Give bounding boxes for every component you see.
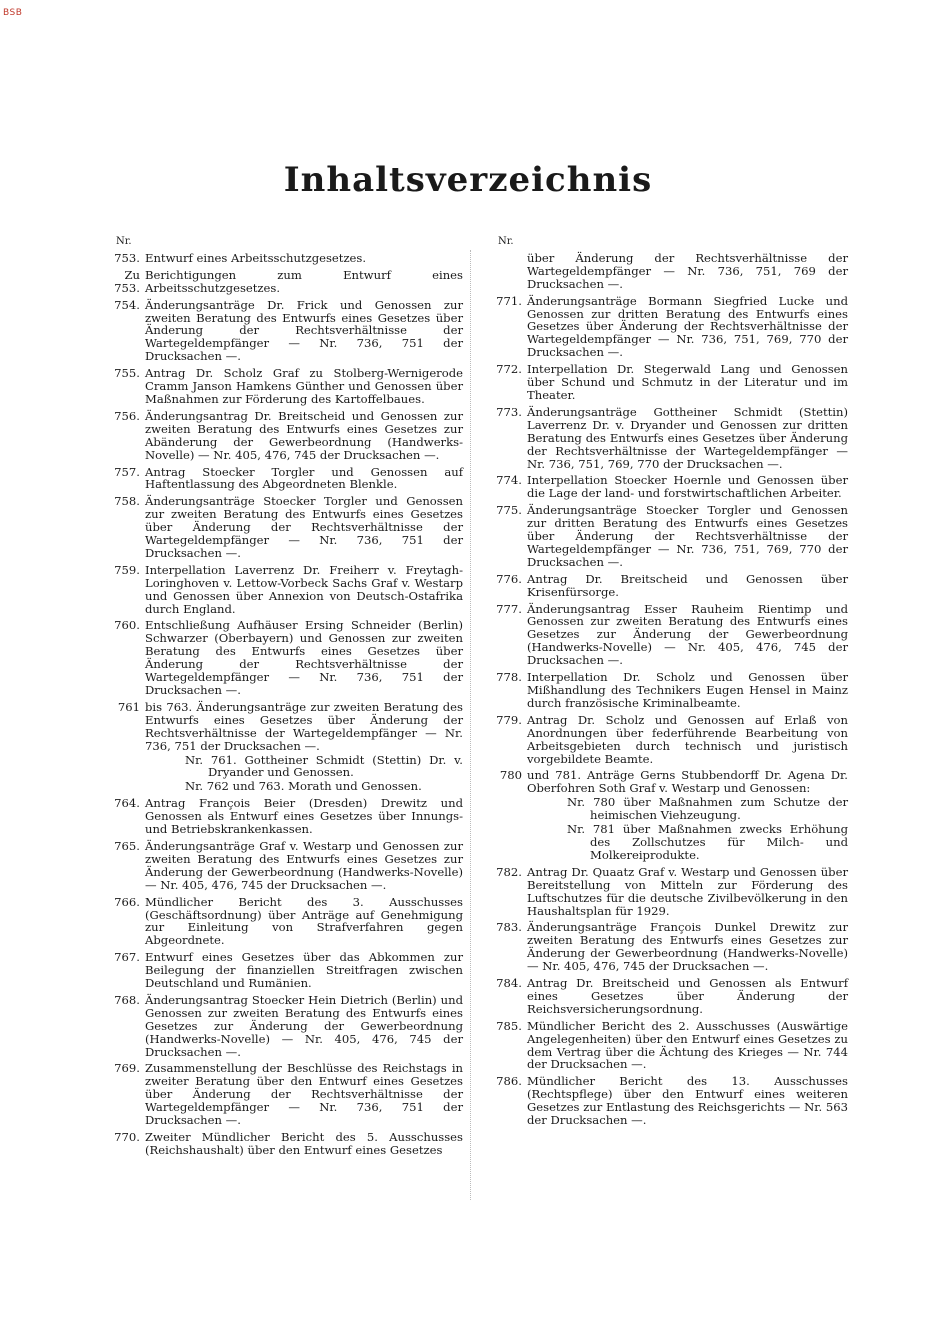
entry-text: Änderungsantrag Dr. Breitscheid und Genossen zur zweiten Beratung des Entwurfs eines Gesetzes zur Abänderung der Gewerbeordnung (Handwerks-Novelle) — Nr. 405, 476, 745 der Drucksachen —. bbox=[145, 408, 463, 462]
toc-entry bbox=[108, 299, 463, 364]
toc-entry bbox=[490, 603, 848, 668]
number-column-label: Nr. bbox=[116, 236, 132, 247]
toc-entry bbox=[108, 367, 463, 406]
entry-subitem: Nr. 781 über Maßnahmen zwecks Erhöhung des Zollschutzes für Milch- und Molkereiprodukte. bbox=[567, 822, 848, 862]
toc-entry bbox=[108, 619, 463, 696]
entry-number: 783. bbox=[496, 920, 522, 935]
toc-entry bbox=[490, 406, 848, 471]
entry-text: Änderungsantrag Stoecker Hein Dietrich (Berlin) und Genossen zur zweiten Beratung des Entwurfs eines Gesetzes zur Änderung der Gewerbeordnung (Handwerks-Novelle) — Nr. 405, 476, 745 der Drucksachen —. bbox=[145, 992, 463, 1059]
toc-entry bbox=[490, 1075, 848, 1127]
entry-text: Interpellation Dr. Scholz und Genossen über Mißhandlung des Technikers Eugen Hensel in Mainz durch französische Kriminalbeamte. bbox=[527, 670, 848, 710]
toc-entry bbox=[108, 797, 463, 836]
entry-text: Entwurf eines Gesetzes über das Abkommen zur Beilegung der finanziellen Streitfragen zwischen Deutschland und Rumänien. bbox=[145, 950, 463, 991]
toc-entry bbox=[490, 977, 848, 1016]
entry-number: 772. bbox=[496, 362, 522, 377]
entry-number: 777. bbox=[496, 601, 522, 616]
entry-number: 778. bbox=[496, 670, 522, 685]
entry-text: Antrag Stoecker Torgler und Genossen auf Haftentlassung des Abgeordneten Blenkle. bbox=[145, 464, 463, 492]
entry-number: 764. bbox=[114, 796, 140, 811]
entry-number: 774. bbox=[496, 473, 522, 488]
entry-number: 776. bbox=[496, 571, 522, 586]
entry-number: 780 bbox=[499, 768, 522, 783]
page-title: Inhaltsverzeichnis bbox=[283, 160, 653, 200]
entry-text: Zweiter Mündlicher Bericht des 5. Ausschusses (Reichshaushalt) über den Entwurf eines Gesetzes bbox=[145, 1130, 463, 1157]
toc-entry bbox=[108, 495, 463, 560]
toc-entry bbox=[108, 994, 463, 1059]
entry-number: 770. bbox=[114, 1130, 140, 1144]
toc-entry bbox=[108, 951, 463, 990]
entry-text: und 781. Anträge Gerns Stubbendorff Dr. Agena Dr. Oberfohren Soth Graf v. Westarp und Genossen: bbox=[527, 768, 848, 796]
entry-text: Änderungsanträge Graf v. Westarp und Genossen zur zweiten Beratung des Entwurfs eines Gesetzes zur Änderung der Gewerbeordnung (Handwerks-Novelle) — Nr. 405, 476, 745 der Drucksachen —. bbox=[145, 838, 463, 892]
continuation-entry bbox=[490, 252, 848, 291]
entry-text: Änderungsanträge Gottheiner Schmidt (Stettin) Laverrenz Dr. v. Dryander und Genossen zur dritten Beratung des Entwurfs eines Gesetzes über Änderung der Rechtsverhältnisse der Wartegeldempfänger — Nr. 736, 751, 769, 770 der Drucksachen —. bbox=[527, 404, 848, 471]
entry-text: Antrag François Beier (Dresden) Drewitz und Genossen als Entwurf eines Gesetzes über Innungs- und Betriebskrankenkassen. bbox=[145, 796, 463, 837]
entry-text: Änderungsanträge François Dunkel Drewitz zur zweiten Beratung des Entwurfs eines Gesetzes zur Änderung der Gewerbeordnung (Handwerks-Novelle) — Nr. 405, 476, 745 der Drucksachen —. bbox=[527, 920, 848, 974]
toc-entry bbox=[108, 564, 463, 616]
entry-text: bis 763. Änderungsanträge zur zweiten Beratung des Entwurfs eines Gesetzes über Änderung der Rechtsverhältnisse der Wartegeldempfänger — Nr. 736, 751 der Drucksachen —. bbox=[145, 699, 463, 753]
entry-text: Entwurf eines Arbeitsschutzgesetzes. bbox=[145, 250, 367, 265]
toc-entry bbox=[108, 1131, 463, 1157]
entry-text: Mündlicher Bericht des 13. Ausschusses (Rechtspflege) über den Entwurf eines weiteren Gesetzes zur Entlastung des Reichsgerichts — Nr. 563 der Drucksachen —. bbox=[527, 1074, 848, 1128]
entry-number: 765. bbox=[114, 838, 140, 853]
toc-entry bbox=[108, 410, 463, 462]
entry-text: Mündlicher Bericht des 3. Ausschusses (Geschäftsordnung) über Anträge auf Genehmigung zur Einleitung von Strafverfahren gegen Abgeordnete. bbox=[145, 894, 463, 948]
entry-number: 760. bbox=[114, 618, 140, 633]
entry-number: 771. bbox=[496, 293, 522, 308]
entry-text: Änderungsanträge Stoecker Torgler und Genossen zur dritten Beratung des Entwurfs eines Gesetzes über Änderung der Rechtsverhältnisse der Wartegeldempfänger — Nr. 736, 751, 769, 770 der Drucksachen —. bbox=[527, 503, 848, 569]
number-column-label: Nr. bbox=[498, 236, 514, 247]
toc-entry bbox=[108, 1062, 463, 1127]
entry-text: Änderungsantrag Esser Rauheim Rientimp und Genossen zur zweiten Beratung des Entwurfs eines Gesetzes zur Änderung der Gewerbeordnung (Handwerks-Novelle) — Nr. 405, 476, 745 der Drucksachen —. bbox=[527, 601, 848, 668]
entry-subitem: Nr. 780 über Maßnahmen zum Schutze der heimischen Viehzeugung. bbox=[567, 795, 848, 823]
entry-number: Zu 753. bbox=[114, 267, 140, 295]
entry-list-left bbox=[108, 252, 463, 1157]
entry-number: 761 bbox=[117, 699, 140, 714]
toc-entry bbox=[490, 504, 848, 569]
entry-text: Änderungsanträge Stoecker Torgler und Genossen zur zweiten Beratung des Entwurfs eines Gesetzes über Änderung der Rechtsverhältnisse der Wartegeldempfänger — Nr. 736, 751 der Drucksachen —. bbox=[145, 494, 463, 560]
entry-text: Interpellation Dr. Stegerwald Lang und Genossen über Schund und Schmutz in der Literatur und im Theater. bbox=[527, 362, 848, 402]
column-divider bbox=[470, 250, 472, 1200]
entry-number: 755. bbox=[114, 366, 140, 381]
toc-entry bbox=[490, 866, 848, 918]
entry-text: Berichtigungen zum Entwurf eines Arbeitsschutzgesetzes. bbox=[145, 267, 463, 295]
entry-number: 779. bbox=[496, 712, 522, 727]
entry-text: Interpellation Stoecker Hoernle und Genossen über die Lage der land- und forstwirtschaftlichen Arbeiter. bbox=[527, 473, 848, 501]
entry-number: 758. bbox=[114, 494, 140, 509]
entry-text: Antrag Dr. Breitscheid und Genossen als Entwurf eines Gesetzes über Änderung der Reichsversicherungsordnung. bbox=[527, 976, 848, 1016]
right-column bbox=[490, 236, 848, 1131]
entry-number: 785. bbox=[496, 1018, 522, 1033]
entry-text: Mündlicher Bericht des 2. Ausschusses (Auswärtige Angelegenheiten) über den Entwurf eines Gesetzes zu dem Vertrag über die Ächtung des Krieges — Nr. 744 der Drucksachen —. bbox=[527, 1018, 848, 1072]
entry-text: Entschließung Aufhäuser Ersing Schneider (Berlin) Schwarzer (Oberbayern) und Genossen zur zweiten Beratung des Entwurfs eines Gesetzes über Änderung der Rechtsverhältnisse der Wartegeldempfänger — Nr. 736, 751 der Drucksachen —. bbox=[145, 618, 463, 697]
entry-number: 754. bbox=[114, 297, 140, 312]
toc-entry bbox=[490, 769, 848, 861]
entry-number: 775. bbox=[496, 503, 522, 518]
entry-number: 782. bbox=[496, 864, 522, 879]
toc-entry bbox=[490, 363, 848, 402]
entry-text: Zusammenstellung der Beschlüsse des Reichstags in zweiter Beratung über den Entwurf eines Gesetzes über Änderung der Rechtsverhältnisse der Wartegeldempfänger — Nr. 736, 751 der Drucksachen —. bbox=[145, 1061, 463, 1128]
entry-number: 786. bbox=[496, 1074, 522, 1089]
entry-number: 784. bbox=[496, 976, 522, 991]
entry-number: 769. bbox=[114, 1061, 140, 1076]
entry-text: Antrag Dr. Breitscheid und Genossen über Krisenfürsorge. bbox=[527, 571, 848, 599]
entry-subitem: Nr. 761. Gottheiner Schmidt (Stettin) Dr. v. Dryander und Genossen. bbox=[185, 752, 463, 780]
entry-number: 766. bbox=[114, 894, 140, 909]
entry-text: Antrag Dr. Quaatz Graf v. Westarp und Genossen über Bereitstellung von Mitteln zur Förderung des Luftschutzes für die deutsche Zivilbevölkerung in den Haushaltsplan für 1929. bbox=[527, 864, 848, 918]
toc-entry bbox=[108, 701, 463, 793]
entry-number: 757. bbox=[114, 464, 140, 479]
entry-number: 756. bbox=[114, 408, 140, 423]
left-column bbox=[108, 236, 463, 1161]
entry-text: Änderungsanträge Dr. Frick und Genossen zur zweiten Beratung des Entwurfs eines Gesetzes über Änderung der Rechtsverhältnisse der Wartegeldempfänger — Nr. 736, 751 der Drucksachen —. bbox=[145, 297, 463, 364]
entry-number: 773. bbox=[496, 404, 522, 419]
toc-entry bbox=[108, 896, 463, 948]
entry-text: Antrag Dr. Scholz Graf zu Stolberg-Wernigerode Cramm Janson Hamkens Günther und Genossen über Maßnahmen zur Förderung des Kartoffelbaues. bbox=[145, 366, 463, 406]
bsb-logo: BSB bbox=[3, 8, 23, 18]
entry-text: Interpellation Laverrenz Dr. Freiherr v. Freytagh-Loringhoven v. Lettow-Vorbeck Sachs Graf v. Westarp und Genossen über Annexion von Deutsch-Ostafrika durch England. bbox=[145, 562, 463, 616]
toc-entry bbox=[108, 466, 463, 492]
toc-entry bbox=[490, 671, 848, 710]
toc-entry bbox=[490, 1020, 848, 1072]
entry-number: 759. bbox=[114, 562, 140, 577]
entry-number: 753. bbox=[114, 250, 140, 265]
entry-number: 767. bbox=[114, 950, 140, 965]
toc-entry bbox=[108, 269, 463, 295]
entry-subitem: Nr. 762 und 763. Morath und Genossen. bbox=[185, 779, 422, 794]
toc-entry bbox=[490, 295, 848, 360]
toc-entry bbox=[490, 474, 848, 500]
toc-entry bbox=[490, 714, 848, 766]
toc-entry bbox=[108, 252, 463, 265]
toc-entry bbox=[490, 573, 848, 599]
entry-list-right bbox=[490, 295, 848, 1127]
toc-entry bbox=[108, 840, 463, 892]
entry-text: Antrag Dr. Scholz und Genossen auf Erlaß von Anordnungen über federführende Bearbeitung von Arbeitsgebieten durch technisch und juristisch vorgebildete Beamte. bbox=[527, 712, 848, 766]
entry-text: über Änderung der Rechtsverhältnisse der Wartegeldempfänger — Nr. 736, 751, 769 der Drucksachen —. bbox=[527, 250, 848, 291]
entry-number: 768. bbox=[114, 992, 140, 1007]
toc-entry bbox=[490, 921, 848, 973]
entry-text: Änderungsanträge Bormann Siegfried Lucke und Genossen zur dritten Beratung des Entwurfs eines Gesetzes über Änderung der Rechtsverhältnisse der Wartegeldempfänger — Nr. 736, 751, 769, 770 der Drucksachen —. bbox=[527, 293, 848, 360]
